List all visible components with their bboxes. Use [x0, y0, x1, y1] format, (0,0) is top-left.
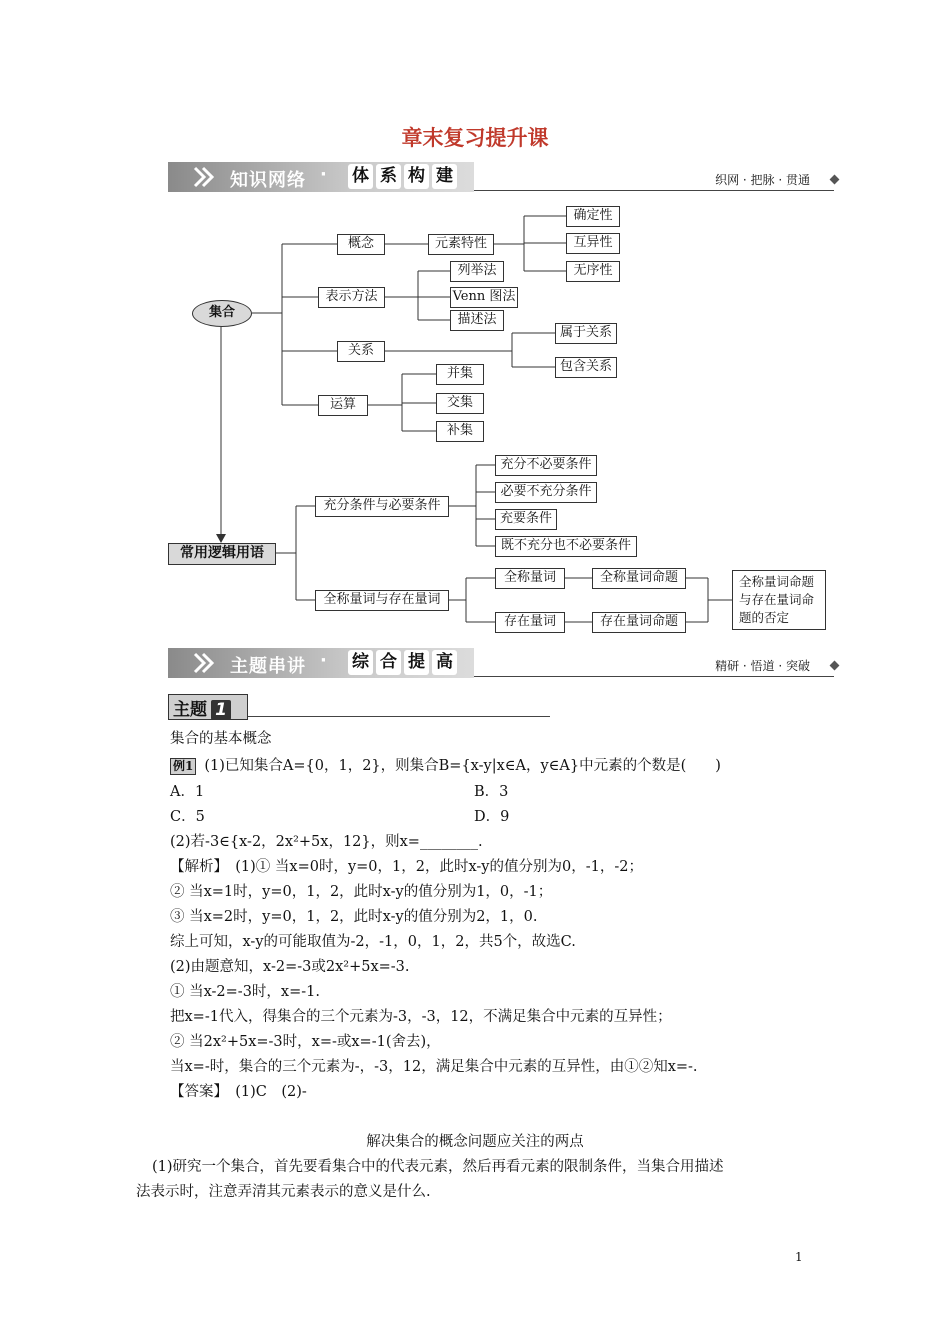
banner-char: 体 — [348, 164, 373, 189]
banner-dot: · — [320, 650, 327, 671]
node-cond-2: 必要不充分条件 — [495, 482, 597, 503]
tip-title: 解决集合的概念问题应关注的两点 — [366, 1134, 584, 1150]
node-union: 并集 — [436, 364, 484, 385]
option-b: B．3 — [474, 784, 509, 800]
node-representation: 表示方法 — [318, 287, 385, 308]
node-distinct: 互异性 — [566, 233, 620, 254]
topic-subheading: 集合的基本概念 — [170, 731, 272, 747]
question-text: (1)已知集合A={0，1，2}，则集合B={x-y|x∈A，y∈A}中元素的个数是( ) — [204, 758, 721, 774]
node-description: 描述法 — [450, 310, 504, 331]
topic-number: 1 — [211, 700, 231, 720]
banner-rule — [474, 676, 834, 677]
node-venn: Venn 图法 — [450, 287, 518, 308]
node-operations: 运算 — [318, 395, 368, 416]
answer-line: 【答案】 (1)C (2)- — [170, 1084, 307, 1100]
node-complement: 补集 — [436, 421, 484, 442]
solution-line: ② 当2x²+5x=-3时，x=-或x=-1(舍去)， — [170, 1034, 441, 1050]
banner-char: 构 — [404, 164, 429, 189]
solution-line: ② 当x=1时，y=0，1，2，此时x-y的值分别为1，0，-1； — [170, 884, 553, 900]
banner-left-text: 知识网络 — [230, 170, 306, 191]
banner-char: 高 — [432, 650, 457, 675]
banner-left-text: 主题串讲 — [230, 656, 306, 677]
tip-paragraph-cont: 法表示时，注意弄清其元素表示的意义是什么. — [136, 1184, 431, 1200]
node-universal-prop: 全称量词命题 — [592, 568, 686, 589]
banner-char: 建 — [432, 164, 457, 189]
node-existential: 存在量词 — [495, 612, 565, 633]
node-quantifiers: 全称量词与存在量词 — [315, 590, 449, 611]
solution-line: (2)由题意知，x-2=-3或2x²+5x=-3. — [170, 959, 410, 975]
node-cond-4: 既不充分也不必要条件 — [495, 536, 637, 557]
node-unordered: 无序性 — [566, 261, 620, 282]
option-c: C．5 — [170, 809, 205, 825]
node-element-property: 元素特性 — [428, 234, 494, 255]
option-a: A．1 — [170, 784, 205, 800]
solution-line: 【解析】 (1)① 当x=0时，y=0，1，2，此时x-y的值分别为0，-1，-2； — [170, 859, 643, 875]
node-negation: 全称量词命题与存在量词命题的否定 — [732, 570, 826, 630]
topic-label: 主题 — [173, 700, 207, 720]
banner-dot: · — [320, 164, 327, 185]
page-number: 1 — [795, 1250, 803, 1264]
banner-char: 系 — [376, 164, 401, 189]
node-concept: 概念 — [337, 234, 385, 255]
banner-char: 合 — [376, 650, 401, 675]
node-existential-prop: 存在量词命题 — [592, 612, 686, 633]
solution-line: ① 当x-2=-3时，x=-1. — [170, 984, 320, 1000]
node-contain: 包含关系 — [555, 357, 617, 378]
example-label: 例1 — [170, 758, 196, 775]
banner-right-text — [348, 650, 457, 675]
diamond-icon — [830, 661, 840, 671]
node-enumeration: 列举法 — [450, 261, 504, 282]
node-sufficient-necessary: 充分条件与必要条件 — [315, 496, 449, 517]
node-intersection: 交集 — [436, 393, 484, 414]
node-determinate: 确定性 — [566, 206, 620, 227]
node-cond-1: 充分不必要条件 — [495, 455, 597, 476]
arrow-down-icon — [216, 534, 226, 543]
example-question-1 — [170, 754, 721, 779]
solution-line: 把x=-1代入，得集合的三个元素为-3，-3，12，不满足集合中元素的互异性； — [170, 1009, 672, 1025]
topic-heading — [168, 694, 248, 720]
solution-line: 综上可知，x-y的可能取值为-2，-1，0，1，2，共5个，故选C. — [170, 934, 576, 950]
example-question-2: (2)若-3∈{x-2，2x²+5x，12}，则x=________. — [170, 834, 483, 850]
solution-line: 当x=-时，集合的三个元素为-，-3，12，满足集合中元素的互异性，由①②知x=-. — [170, 1059, 698, 1075]
section-banner-topics — [168, 648, 840, 678]
node-cond-3: 充要条件 — [495, 509, 557, 530]
page-title: 章末复习提升课 — [401, 125, 549, 150]
banner-tag: 精研 · 悟道 · 突破 — [715, 659, 810, 673]
banner-char: 综 — [348, 650, 373, 675]
node-relation: 关系 — [337, 341, 385, 362]
option-d: D．9 — [474, 809, 510, 825]
solution-line: ③ 当x=2时，y=0，1，2，此时x-y的值分别为2，1，0. — [170, 909, 538, 925]
topic-rule — [248, 716, 550, 717]
banner-char: 提 — [404, 650, 429, 675]
chevron-right-icon — [192, 652, 214, 674]
banner-tag: 织网 · 把脉 · 贯通 — [715, 173, 810, 187]
node-set: 集合 — [192, 300, 252, 327]
node-logic-terms: 常用逻辑用语 — [168, 543, 276, 565]
tip-paragraph: (1)研究一个集合，首先要看集合中的代表元素，然后再看元素的限制条件，当集合用描述 — [152, 1159, 724, 1175]
node-universal: 全称量词 — [495, 568, 565, 589]
node-belong: 属于关系 — [555, 323, 617, 344]
